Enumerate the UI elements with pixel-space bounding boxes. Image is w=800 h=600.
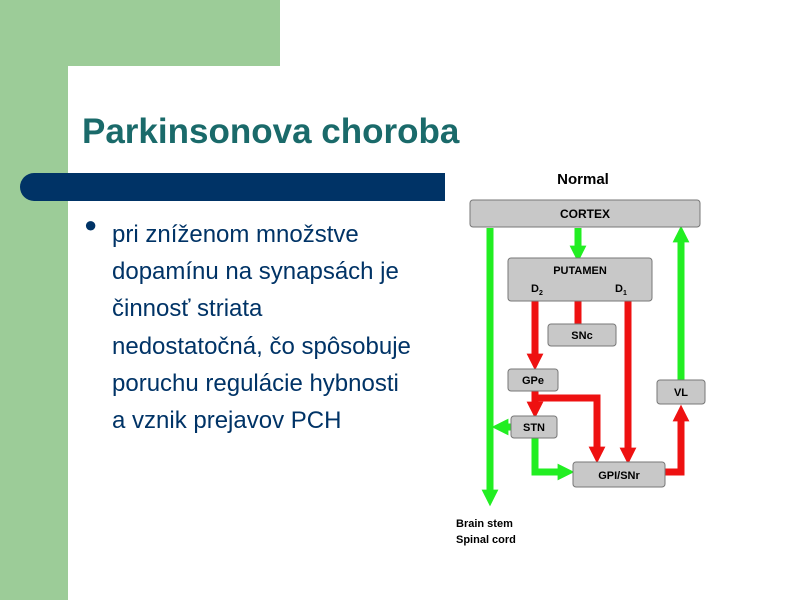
- title-underline-bar: [20, 173, 445, 201]
- background-green-top: [0, 0, 280, 66]
- cortex-label: CORTEX: [559, 207, 611, 221]
- background-green-left: [0, 0, 68, 600]
- snc-label: SNc: [571, 330, 593, 342]
- gpi-box: [573, 462, 665, 487]
- bullet-dot-icon: ●: [84, 212, 98, 237]
- d1-receptor-label: $D_1$: [615, 283, 627, 297]
- cortex-box: [470, 200, 700, 227]
- putamen-label: PUTAMEN: [553, 265, 607, 277]
- putamen-box: [508, 258, 652, 301]
- vl-box: [657, 380, 705, 404]
- snc-box: [548, 324, 616, 346]
- output-label-spinalcord: Spinal cord: [456, 534, 516, 546]
- bullet-text: pri zníženom množstve dopamínu na synapsách je činnosť striata nedostatočná, čo spôsobuje poruchu regulácie hybnosti a vznik prejavov PCH: [112, 221, 411, 435]
- gpe-label: GPe: [521, 375, 545, 387]
- d2-receptor-label: $D_2$: [531, 283, 543, 297]
- slide-title: Parkinsonova choroba: [82, 112, 460, 151]
- stn-label: STN: [523, 422, 545, 434]
- stn-to-gpi-arrow: [535, 437, 566, 472]
- gpe-box: [508, 369, 558, 391]
- gpi-label: GPI/SNr: [598, 470, 640, 482]
- basal-ganglia-diagram: [445, 160, 725, 560]
- gpi-to-vl-arrow: [665, 413, 681, 472]
- stn-box: [511, 416, 557, 438]
- output-label-brainstem: Brain stem: [456, 518, 513, 530]
- vl-label: VL: [673, 387, 689, 399]
- diagram-heading: Normal: [557, 171, 609, 188]
